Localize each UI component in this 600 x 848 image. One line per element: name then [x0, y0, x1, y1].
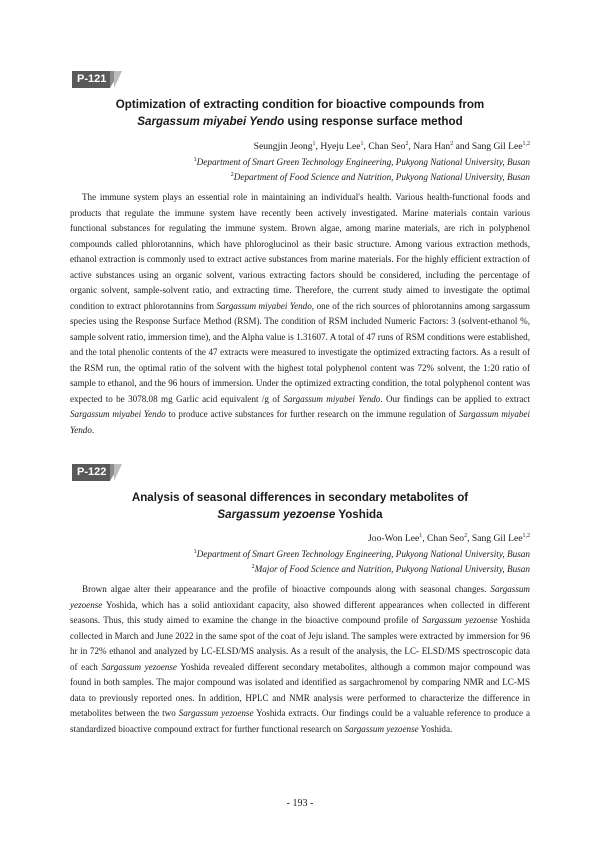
species-name: Sargassum yezoense — [344, 723, 419, 734]
abstract-text: . — [91, 424, 95, 435]
affiliations-p121 — [194, 154, 530, 184]
author-affiliation-mark: 2 — [405, 141, 409, 147]
species-name: Sargassum miyabei Yendo — [70, 409, 530, 435]
author-affiliation-mark: 2 — [450, 141, 454, 147]
affiliation-line — [194, 154, 530, 169]
title-species: Sargassum miyabei Yendo — [137, 115, 285, 128]
title-rest: Yoshida — [335, 508, 383, 521]
abstract-body-p122 — [70, 582, 530, 737]
author-affiliation-mark: 1,2 — [522, 533, 530, 539]
affiliation-mark: 1 — [193, 157, 197, 163]
author-name: Nara Han — [413, 141, 451, 152]
abstract-body-p121 — [70, 190, 530, 438]
abstract-title-p122 — [70, 489, 530, 523]
affiliation-text: Major of Food Science and Nutrition, Pukyong National University, Busan — [254, 564, 530, 574]
author-name: Sang Gil Lee — [471, 533, 523, 544]
abstract-text: The immune system plays an essential role in maintaining an individual's health. Various health-functional foods and products that regulate the immune system have recently been actively investigated. Marine materials contain various functional substances for regulating the immune system. Brown algae, among marine materials, are rich in polyphenol compounds called phlorotannins, which have phloroglucinol as their basic structure. Among various extraction methods, ethanol extraction is commonly used to extract active substances from marine materials. For the highly efficient extraction of active substances using an organic solvent, various extracting factors should be considered, including the percentage of organic solvent, sample-solvent ratio, and extracting time. Therefore, the current study aimed to investigate the optimal condition to extract phlorotannins from — [70, 192, 530, 311]
title-rest: using response surface method — [284, 115, 463, 128]
author-name: Sang Gil Lee — [471, 141, 523, 152]
author-name: Chan Seo — [427, 533, 465, 544]
abstract-text: Yoshida. — [418, 723, 453, 734]
author-name: Seungjin Jeong — [253, 141, 313, 152]
poster-id: P-121 — [72, 71, 110, 88]
author-list-p122: Joo-Won Lee$^1$, Chan Seo$^2$, Sang Gil Lee$^{1,2}$ — [368, 533, 530, 544]
title-line: Analysis of seasonal differences in secondary metabolites of — [131, 491, 469, 504]
poster-badge-p122 — [72, 464, 122, 481]
abstract-text: Brown algae alter their appearance and the profile of bioactive compounds along with seasonal changes. — [82, 584, 491, 594]
species-name: Sargassum yezoense — [422, 615, 498, 625]
affiliation-mark: 2 — [251, 564, 255, 570]
author-name: Joo-Won Lee — [368, 533, 420, 544]
species-name: Sargassum yezoense — [101, 661, 177, 672]
poster-badge-p121 — [72, 71, 122, 88]
title-species: Sargassum yezoense — [217, 508, 336, 521]
abstract-text: one of the rich sources of phlorotannins among sargassum species using the Response Surface Method (RSM). The condition of RSM included Numeric Factors: 3 (solvent-ethanol %, sample solvent ratio, immersion time), and the Alpha value is 1.31607. A total of 47 runs of RSM conditions were established, and the total phenolic contents of the 47 extracts were measured to investigate the optimized extracting factors. As a result of the RSM run, the optimal ratio of the solvent with the highest total polyphenol content was 72% solvent, the 1:20 ratio of sample to ethanol, and the 96 hours of immersion. Under the optimized extracting condition, the total polyphenol content was expected to be 3078.08 mg Garlic acid equivalent /g of — [70, 300, 531, 404]
page-number: - 193 - — [286, 798, 314, 809]
affiliation-line — [194, 546, 530, 561]
abstract-text: Yoshida extracts. Our findings could be a valuable reference to produce a standardized bioactive compound extract for further functional research on — [70, 708, 530, 734]
affiliation-mark: 1 — [193, 549, 197, 555]
affiliation-text: Department of Smart Green Technology Engineering, Pukyong National University, Busan — [196, 549, 530, 559]
species-name: Sargassum miyabei Yendo — [283, 393, 381, 404]
abstract-text: to produce active substances for further research on the immune regulation of — [165, 409, 459, 419]
poster-id: P-122 — [72, 464, 110, 481]
abstract-paragraph — [70, 582, 530, 737]
author-affiliation-mark: 1 — [360, 141, 364, 147]
abstract-text: Yoshida collected in March and June 2022 in the same spot of the coat of Jeju island. The samples were extracted by immersion for 96 hr in 72% ethanol and analyzed by LC-ELSD/MS analysis. As a result of the analysis, the LC- ELSD/MS spectroscopic data of each — [70, 615, 530, 672]
author-affiliation-mark: 2 — [464, 533, 468, 539]
affiliation-line — [194, 169, 530, 184]
abstract-title-p121 — [70, 96, 530, 130]
badge-stripe — [114, 464, 122, 481]
abstract-text: . Our findings can be applied to extract — [380, 393, 530, 404]
species-name: Sargassum yezoense — [178, 708, 254, 718]
species-name: Sargassum yezoense — [70, 584, 530, 610]
species-name: Sargassum miyabei Yendo — [70, 409, 166, 419]
author-affiliation-mark: 1 — [419, 533, 423, 539]
author-affiliation-mark: 1 — [312, 141, 316, 147]
abstract-text: Yoshida, which has a solid antioxidant capacity, also showed different appearances when collected in different seasons. Thus, this study aimed to examine the change in the bioactive compound profile of — [70, 599, 530, 625]
author-list-p121: Seungjin Jeong$^1$, Hyeju Lee$^1$, Chan Seo$^2$, Nara Han$^2$ and Sang Gil Lee$^{1,2}$ — [253, 141, 530, 152]
abstract-paragraph — [70, 190, 530, 438]
species-name: Sargassum miyabei Yendo, — [216, 300, 315, 311]
affiliations-p122 — [194, 546, 530, 576]
affiliation-text: Department of Smart Green Technology Engineering, Pukyong National University, Busan — [196, 157, 530, 167]
author-name: Chan Seo — [368, 141, 406, 152]
affiliation-mark: 2 — [230, 172, 234, 178]
author-name: Hyeju Lee — [320, 141, 361, 152]
author-affiliation-mark: 1,2 — [522, 141, 530, 147]
title-line — [70, 506, 530, 523]
abstract-text: Yoshida revealed different secondary metabolites, although a common major compound was found in both samples. The major compound was isolated and identified as sargachromenol by comparing NMR and LC-MS data to previously reported ones. In addition, HPLC and NMR analysis were performed to characterize the difference in metabolites between the two — [70, 661, 530, 718]
affiliation-line — [194, 561, 530, 576]
affiliation-text: Department of Food Science and Nutrition, Pukyong National University, Busan — [233, 172, 530, 182]
title-line: Optimization of extracting condition for bioactive compounds from — [115, 98, 485, 111]
badge-stripe — [114, 71, 122, 88]
title-line — [70, 113, 530, 130]
